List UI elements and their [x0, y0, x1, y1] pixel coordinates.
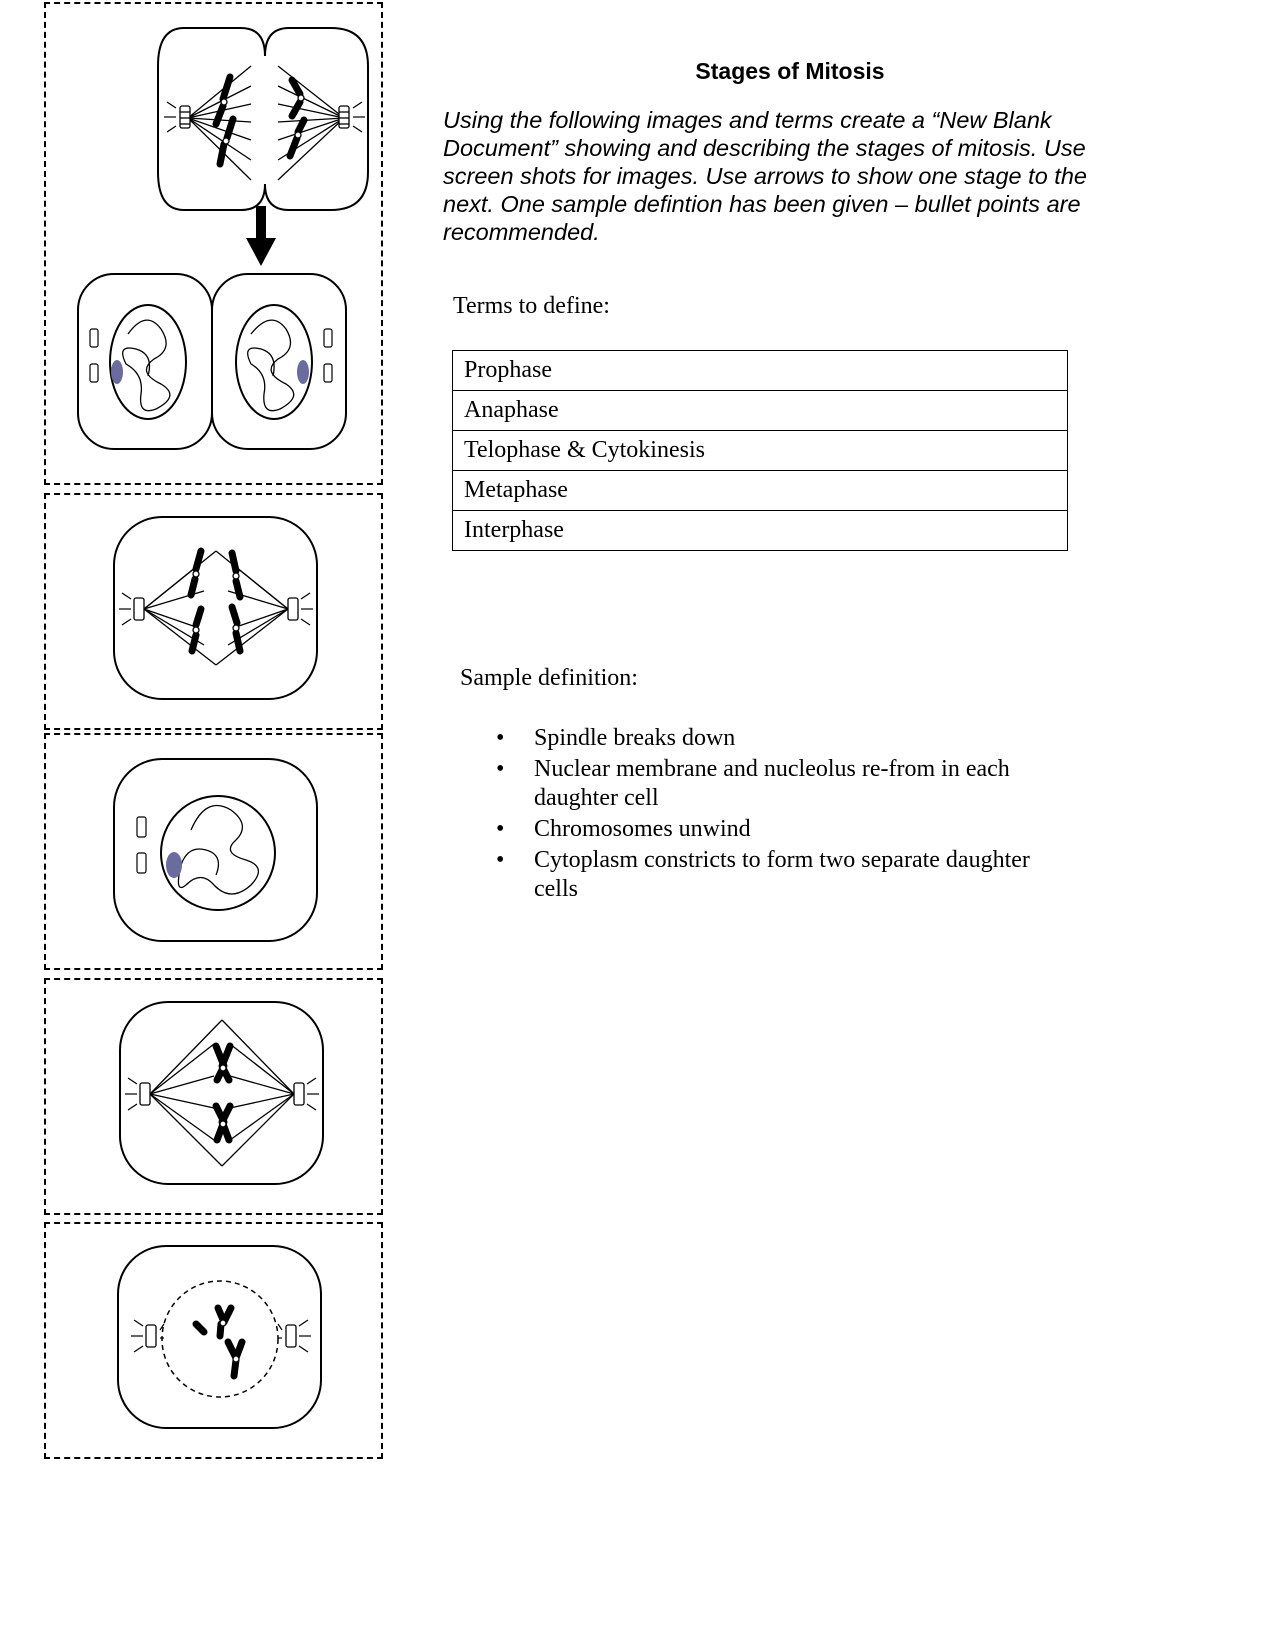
- table-row: [453, 511, 1068, 551]
- metaphase-diagram: [46, 980, 381, 1213]
- table-row: [453, 351, 1068, 391]
- centrioles: [140, 1083, 304, 1105]
- spindle-fibers: [150, 1020, 294, 1166]
- table-row: [453, 391, 1068, 431]
- term-cell: Interphase: [453, 511, 1068, 551]
- list-item: • Chromosomes unwind: [534, 815, 1074, 844]
- figure-panel-metaphase: [44, 978, 383, 1215]
- terms-label: Terms to define:: [453, 293, 610, 319]
- cell-outline: [114, 759, 317, 941]
- figure-panel-anaphase: [44, 493, 383, 730]
- term-cell: Anaphase: [453, 391, 1068, 431]
- table-row: [453, 431, 1068, 471]
- spindle-fibers: [144, 551, 288, 665]
- table-row: [453, 471, 1068, 511]
- spindle-fibers-right: [278, 66, 344, 180]
- list-item: • Nuclear membrane and nucleolus re-from in each daughter cell: [534, 755, 1074, 813]
- prophase-diagram: [46, 1224, 381, 1457]
- figure-panel-telophase: [44, 2, 383, 485]
- list-item: • Spindle breaks down: [534, 724, 1074, 753]
- sample-definition-label: Sample definition:: [460, 665, 638, 691]
- anaphase-diagram: [46, 495, 381, 728]
- telophase-diagram: [46, 4, 381, 483]
- sample-definition-list: [534, 724, 1074, 906]
- term-cell: Telophase & Cytokinesis: [453, 431, 1068, 471]
- figure-panel-prophase: [44, 1222, 383, 1459]
- down-arrow-icon: [246, 206, 276, 266]
- chromatin: [178, 806, 258, 895]
- centrioles: [137, 817, 146, 873]
- interphase-diagram: [46, 735, 381, 968]
- term-cell: Metaphase: [453, 471, 1068, 511]
- chromosomes: [196, 1308, 242, 1376]
- term-cell: Prophase: [453, 351, 1068, 391]
- chromatin: [123, 320, 294, 411]
- nucleolus: [166, 852, 182, 878]
- list-item: • Cytoplasm constricts to form two separate daughter cells: [534, 846, 1074, 904]
- figure-panel-interphase: [44, 733, 383, 970]
- aster-rays: [125, 1078, 319, 1110]
- chromosomes: [191, 551, 240, 651]
- nucleus: [161, 796, 275, 910]
- aster-rays: [119, 593, 313, 625]
- centrioles: [134, 598, 298, 620]
- page-title: Stages of Mitosis: [695, 58, 885, 84]
- instructions-paragraph: Using the following images and terms create a “New Blank Document” showing and describing the stages of mitosis. Use screen shots for images. Use arrows to show one stage to the next. One sample defintion has been given – bullet points are recommended.: [443, 107, 1087, 245]
- terms-table: [452, 350, 1068, 551]
